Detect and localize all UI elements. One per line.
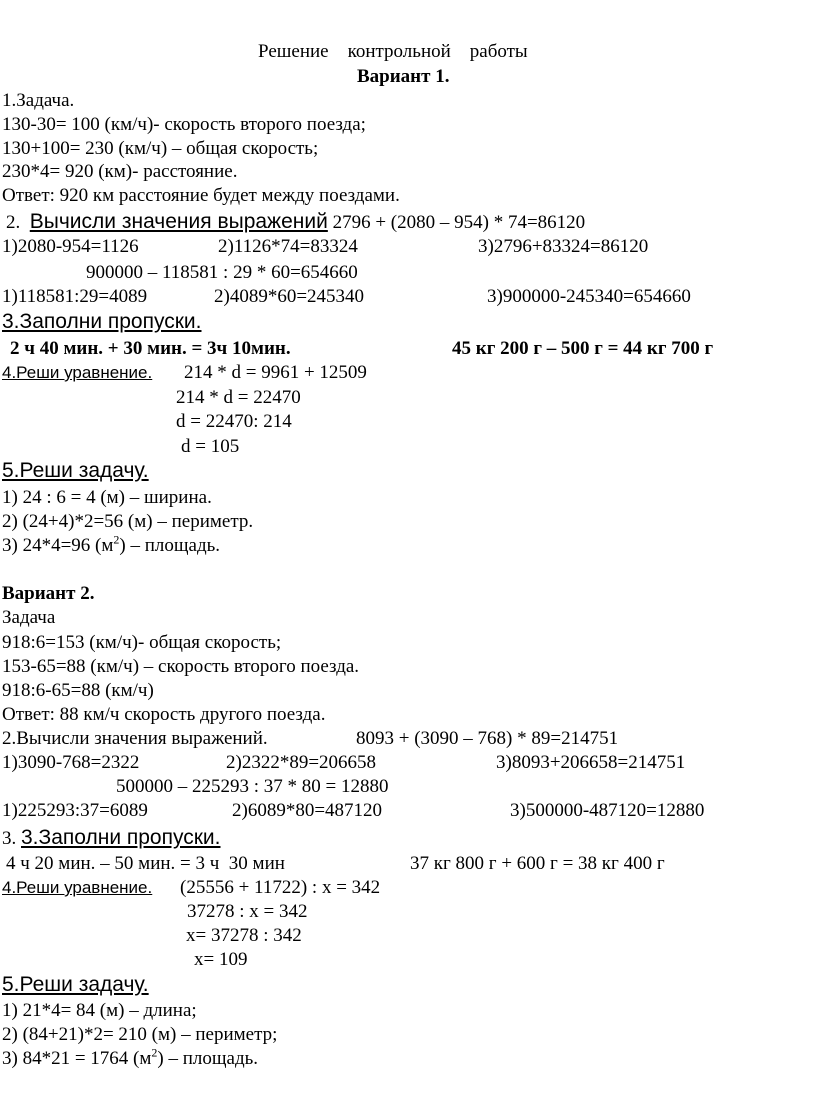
v2-task5-superscript: 2 [151, 1045, 158, 1060]
variant-1-heading: Вариант 1. [357, 66, 450, 87]
v1-task3-heading: 3.Заполни пропуски. [2, 310, 202, 333]
v2-task2-expression-2: 500000 – 225293 : 37 * 80 = 12880 [116, 776, 389, 797]
v2-task5-line3-end: ) – площадь. [157, 1048, 259, 1069]
v1-task2-expression: 2796 + (2080 – 954) * 74=86120 [327, 212, 586, 233]
v1-task2-step: 2)1126*74=83324 [218, 236, 358, 257]
v1-task5-heading: 5.Реши задачу. [2, 459, 149, 482]
v1-task5-line: 1) 24 : 6 = 4 (м) – ширина. [2, 487, 212, 508]
v1-task2-step: 3)2796+83324=86120 [478, 236, 649, 257]
v1-task3-left: 2 ч 40 мин. + 30 мин. = 3ч 10мин. [10, 338, 291, 359]
v1-equation-line: 214 * d = 22470 [176, 387, 301, 408]
v1-task5-line: 2) (24+4)*2=56 (м) – периметр. [2, 511, 254, 532]
v2-task3-left: 4 ч 20 мин. – 50 мин. = 3 ч 30 мин [6, 853, 285, 874]
v2-equation-line: 37278 : х = 342 [187, 901, 308, 922]
v2-task3-number: 3. [2, 828, 17, 849]
variant-2-heading: Вариант 2. [2, 583, 95, 604]
v2-task1-line: 918:6-65=88 (км/ч) [2, 680, 154, 701]
v2-task5-line: 2) (84+21)*2= 210 (м) – периметр; [2, 1024, 278, 1045]
v2-task1-label: Задача [2, 607, 56, 628]
v2-task2-heading: 2.Вычисли значения выражений. [2, 728, 268, 749]
v1-task1-line: 230*4= 920 (км)- расстояние. [2, 161, 238, 182]
v1-task2-line [6, 211, 585, 234]
v2-task1-line: 918:6=153 (км/ч)- общая скорость; [2, 632, 282, 653]
v1-equation-line: 214 * d = 9961 + 12509 [184, 362, 367, 383]
v2-equation-line: (25556 + 11722) : х = 342 [180, 877, 381, 898]
v2-task1-answer: Ответ: 88 км/ч скорость другого поезда. [2, 704, 326, 725]
v1-task2-number: 2. [6, 212, 21, 233]
v2-task5-line: 1) 21*4= 84 (м) – длина; [2, 1000, 197, 1021]
v2-task3-line [2, 827, 221, 850]
v1-task2-step: 2)4089*60=245340 [214, 286, 365, 307]
v1-task4-heading: 4.Реши уравнение. [2, 363, 153, 382]
v2-equation-line: х= 37278 : 342 [186, 925, 302, 946]
v1-task2-expression-2: 900000 – 118581 : 29 * 60=654660 [86, 262, 358, 283]
v2-equation-line: х= 109 [194, 949, 248, 970]
v1-task1-label: 1.Задача. [2, 90, 75, 111]
v1-task1-line: 130-30= 100 (км/ч)- скорость второго поезда; [2, 114, 366, 135]
v1-task3-right: 45 кг 200 г – 500 г = 44 кг 700 г [452, 338, 714, 359]
v2-task5-heading: 5.Реши задачу. [2, 973, 149, 996]
v1-task5-line3-start: 3) 24*4=96 (м [2, 535, 114, 556]
v2-task2-expression: 8093 + (3090 – 768) * 89=214751 [356, 728, 619, 749]
v1-task5-line [2, 532, 221, 557]
v2-task2-step: 3)8093+206658=214751 [496, 752, 686, 773]
v2-task2-step: 2)2322*89=206658 [226, 752, 377, 773]
v1-task5-superscript: 2 [113, 532, 120, 547]
v2-task3-heading: 3.Заполни пропуски. [21, 826, 221, 849]
v1-task2-heading: Вычисли значения выражений [29, 210, 328, 233]
v2-task2-step: 1)225293:37=6089 [2, 800, 148, 821]
v1-task2-step: 1)2080-954=1126 [2, 236, 139, 257]
v1-task5-line3-end: ) – площадь. [119, 535, 221, 556]
v1-task1-line: 130+100= 230 (км/ч) – общая скорость; [2, 138, 319, 159]
v2-task2-step: 3)500000-487120=12880 [510, 800, 705, 821]
v1-task2-step: 1)118581:29=4089 [2, 286, 148, 307]
v1-equation-line: d = 105 [181, 436, 240, 457]
v2-task1-line: 153-65=88 (км/ч) – скорость второго поезда. [2, 656, 360, 677]
v2-task5-line3-start: 3) 84*21 = 1764 (м [2, 1048, 152, 1069]
v2-task4-heading: 4.Реши уравнение. [2, 878, 153, 897]
v2-task5-line [2, 1045, 259, 1070]
document-title: Решение контрольной работы [258, 41, 528, 62]
v1-task1-answer: Ответ: 920 км расстояние будет между поездами. [2, 185, 400, 206]
v2-task2-step: 1)3090-768=2322 [2, 752, 140, 773]
v2-task3-right: 37 кг 800 г + 600 г = 38 кг 400 г [410, 853, 665, 874]
v1-task2-step: 3)900000-245340=654660 [487, 286, 691, 307]
v2-task2-step: 2)6089*80=487120 [232, 800, 383, 821]
v1-equation-line: d = 22470: 214 [176, 411, 292, 432]
